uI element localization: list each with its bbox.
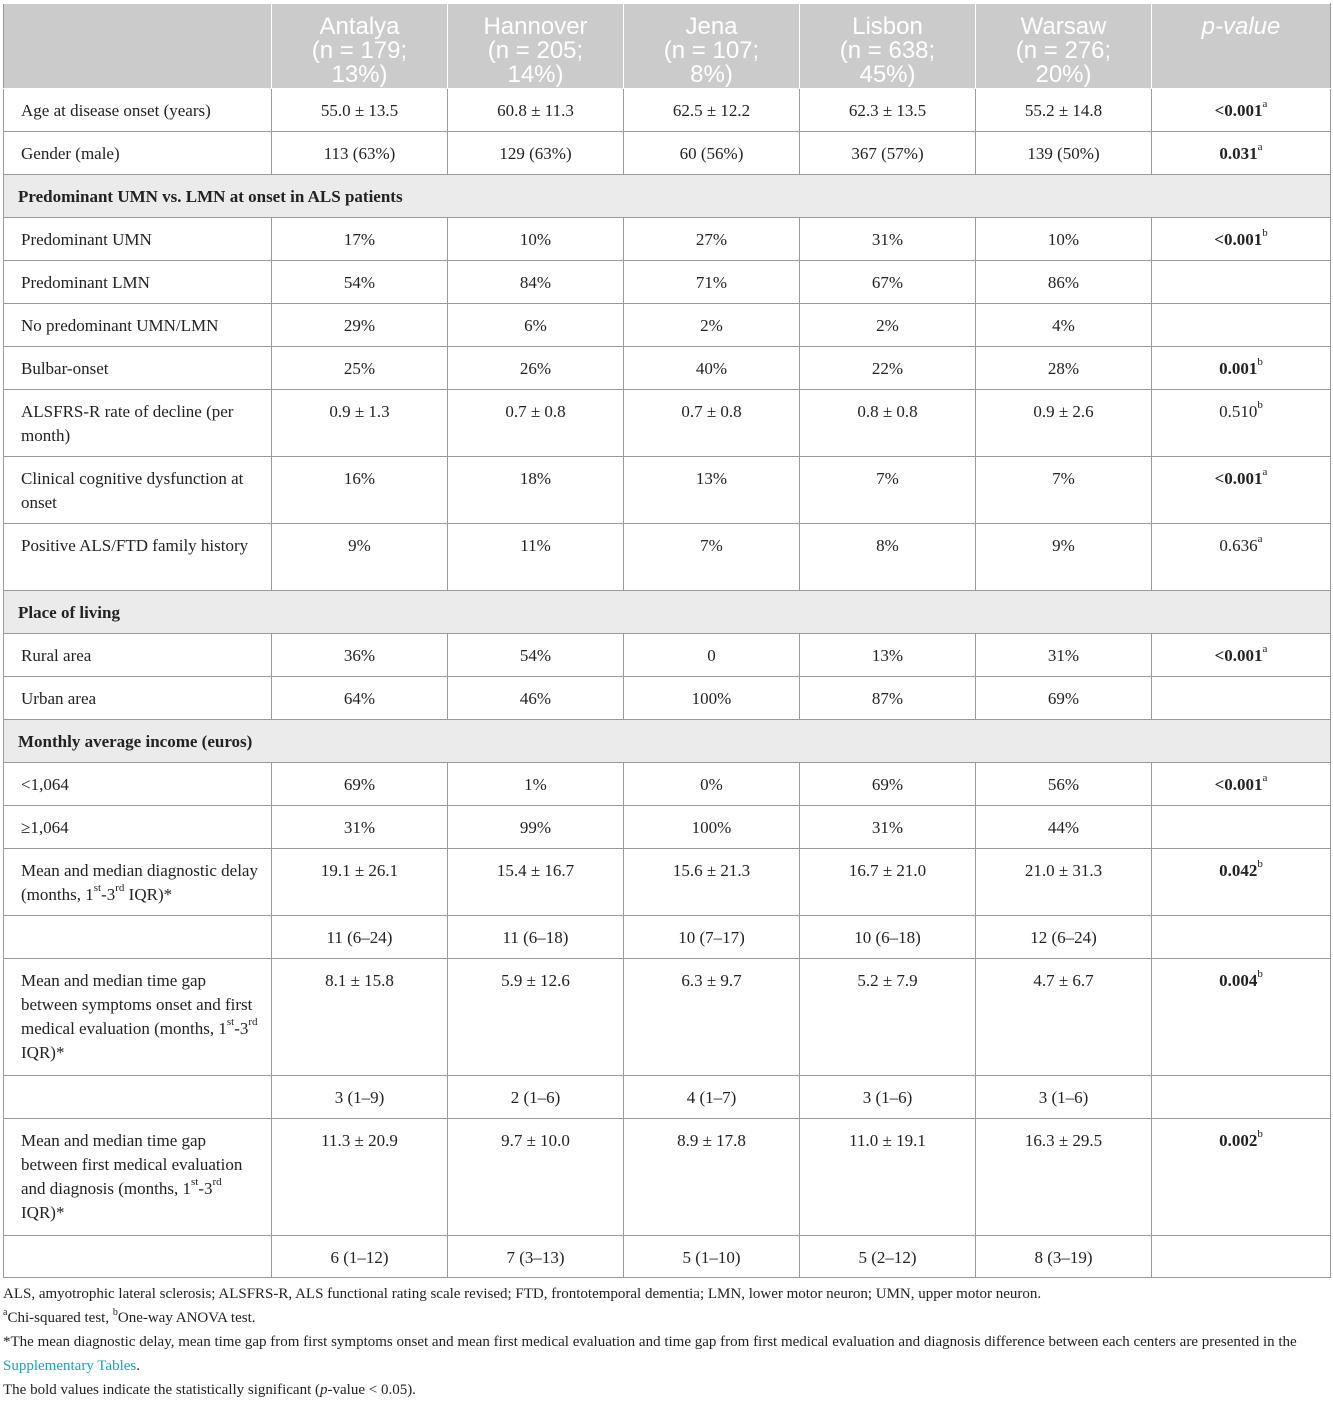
footnote-abbreviations: ALS, amyotrophic lateral sclerosis; ALSFRS-R, ALS functional rating scale revised; FTD, frontotemporal dementia; LMN, lower motor neuron; UMN, upper motor neuron. xyxy=(3,1286,1042,1302)
cell-value: 56% xyxy=(976,763,1152,806)
p-value-cell: <0.001$^a$ xyxy=(1152,89,1331,132)
footnote-asterisk: *The mean diagnostic delay, mean time gap from first symptoms onset and mean first medical evaluation and time gap from first medical evaluation and diagnosis difference between each centers are presented in the Supplementary Tables. xyxy=(3,1334,1297,1374)
p-value-header: p-value xyxy=(1152,4,1331,89)
cell-value: 11.3 ± 20.9 xyxy=(272,1119,448,1236)
row-label: Urban area xyxy=(4,677,272,720)
cell-value: 3 (1–9) xyxy=(272,1076,448,1119)
cell-value: 13% xyxy=(624,457,800,524)
p-value-cell: <0.001$^a$ xyxy=(1152,457,1331,524)
cell-value: 62.3 ± 13.5 xyxy=(800,89,976,132)
cell-value: 11% xyxy=(448,524,624,591)
cell-value: 5.9 ± 12.6 xyxy=(448,959,624,1076)
section-label: Place of living xyxy=(4,591,1331,634)
p-value-cell xyxy=(1152,304,1331,347)
cell-value: 0.9 ± 2.6 xyxy=(976,390,1152,457)
table-row xyxy=(4,390,1331,457)
table-footnotes xyxy=(3,1282,1330,1402)
p-value-cell: <0.001$^a$ xyxy=(1152,763,1331,806)
row-label: Predominant UMN xyxy=(4,218,272,261)
center-n: (n = 179; xyxy=(311,37,408,64)
table-row xyxy=(4,261,1331,304)
table-row xyxy=(4,763,1331,806)
cell-value: 8.1 ± 15.8 xyxy=(272,959,448,1076)
cell-value: 7 (3–13) xyxy=(448,1236,624,1278)
center-pct: 8%) xyxy=(690,61,733,88)
p-value-cell xyxy=(1152,677,1331,720)
cell-value: 0.7 ± 0.8 xyxy=(624,390,800,457)
table-container xyxy=(3,3,1330,1402)
row-label xyxy=(4,1236,272,1278)
table-row xyxy=(4,347,1331,390)
cell-value: 16% xyxy=(272,457,448,524)
cell-value: 99% xyxy=(448,806,624,849)
p-value-cell xyxy=(1152,916,1331,959)
cell-value: 4% xyxy=(976,304,1152,347)
cell-value: 139 (50%) xyxy=(976,132,1152,175)
cell-value: 54% xyxy=(272,261,448,304)
cell-value: 8% xyxy=(800,524,976,591)
cell-value: 25% xyxy=(272,347,448,390)
cell-value: 40% xyxy=(624,347,800,390)
cell-value: 6% xyxy=(448,304,624,347)
p-value-cell xyxy=(1152,1076,1331,1119)
row-label: Clinical cognitive dysfunction at onset xyxy=(4,457,272,524)
p-value-cell: 0.031$^a$ xyxy=(1152,132,1331,175)
table-row xyxy=(4,849,1331,916)
row-label: No predominant UMN/LMN xyxy=(4,304,272,347)
cell-value: 4 (1–7) xyxy=(624,1076,800,1119)
cell-value: 64% xyxy=(272,677,448,720)
row-label: Predominant LMN xyxy=(4,261,272,304)
row-label: Age at disease onset (years) xyxy=(4,89,272,132)
cell-value: 10% xyxy=(976,218,1152,261)
cell-value: 46% xyxy=(448,677,624,720)
cell-value: 60.8 ± 11.3 xyxy=(448,89,624,132)
row-label xyxy=(4,916,272,959)
cell-value: 26% xyxy=(448,347,624,390)
center-pct: 14%) xyxy=(507,61,564,88)
table-body xyxy=(4,89,1331,1278)
cell-value: 69% xyxy=(976,677,1152,720)
cell-value: 84% xyxy=(448,261,624,304)
cell-value: 36% xyxy=(272,634,448,677)
table-row xyxy=(4,524,1331,591)
cell-value: 54% xyxy=(448,634,624,677)
p-value-cell: <0.001$^a$ xyxy=(1152,634,1331,677)
cell-value: 10 (6–18) xyxy=(800,916,976,959)
cell-value: 7% xyxy=(624,524,800,591)
cell-value: 0.9 ± 1.3 xyxy=(272,390,448,457)
cell-value: 100% xyxy=(624,677,800,720)
cell-value: 15.4 ± 16.7 xyxy=(448,849,624,916)
row-label: Mean and median time gap between symptoms onset and first medical evaluation (months, 1st-3rd IQR)* xyxy=(4,959,272,1076)
center-n: (n = 205; xyxy=(487,37,584,64)
cell-value: 15.6 ± 21.3 xyxy=(624,849,800,916)
center-name: Antalya xyxy=(319,13,400,40)
cell-value: 5 (1–10) xyxy=(624,1236,800,1278)
cell-value: 0.7 ± 0.8 xyxy=(448,390,624,457)
cell-value: 8.9 ± 17.8 xyxy=(624,1119,800,1236)
data-table xyxy=(3,3,1331,1278)
center-name: Warsaw xyxy=(1020,13,1107,40)
cell-value: 113 (63%) xyxy=(272,132,448,175)
cell-value: 21.0 ± 31.3 xyxy=(976,849,1152,916)
p-value-cell: 0.042$^b$ xyxy=(1152,849,1331,916)
row-label: Gender (male) xyxy=(4,132,272,175)
p-value-cell xyxy=(1152,261,1331,304)
p-value-cell xyxy=(1152,806,1331,849)
column-header xyxy=(976,4,1152,89)
cell-value: 0 xyxy=(624,634,800,677)
supplementary-tables-link[interactable]: Supplementary Tables xyxy=(3,1358,137,1374)
cell-value: 18% xyxy=(448,457,624,524)
cell-value: 2 (1–6) xyxy=(448,1076,624,1119)
row-label: ALSFRS-R rate of decline (per month) xyxy=(4,390,272,457)
cell-value: 60 (56%) xyxy=(624,132,800,175)
center-n: (n = 276; xyxy=(1015,37,1112,64)
cell-value: 55.0 ± 13.5 xyxy=(272,89,448,132)
cell-value: 100% xyxy=(624,806,800,849)
footnote-tests: $^a$Chi-squared test, $^b$One-way ANOVA test. xyxy=(3,1307,256,1326)
p-value-cell: 0.636$^a$ xyxy=(1152,524,1331,591)
cell-value: 86% xyxy=(976,261,1152,304)
center-pct: 13%) xyxy=(331,61,388,88)
cell-value: 0% xyxy=(624,763,800,806)
cell-value: 22% xyxy=(800,347,976,390)
cell-value: 9% xyxy=(976,524,1152,591)
center-name: Lisbon xyxy=(852,13,923,40)
cell-value: 11.0 ± 19.1 xyxy=(800,1119,976,1236)
section-label: Monthly average income (euros) xyxy=(4,720,1331,763)
cell-value: 31% xyxy=(272,806,448,849)
cell-value: 6 (1–12) xyxy=(272,1236,448,1278)
row-label: Rural area xyxy=(4,634,272,677)
p-value-cell: <0.001$^b$ xyxy=(1152,218,1331,261)
cell-value: 71% xyxy=(624,261,800,304)
table-row xyxy=(4,132,1331,175)
table-row xyxy=(4,1119,1331,1236)
cell-value: 55.2 ± 14.8 xyxy=(976,89,1152,132)
cell-value: 0.8 ± 0.8 xyxy=(800,390,976,457)
cell-value: 62.5 ± 12.2 xyxy=(624,89,800,132)
table-row xyxy=(4,1076,1331,1119)
cell-value: 129 (63%) xyxy=(448,132,624,175)
table-row xyxy=(4,1236,1331,1278)
table-row xyxy=(4,634,1331,677)
column-header xyxy=(800,4,976,89)
cell-value: 67% xyxy=(800,261,976,304)
cell-value: 28% xyxy=(976,347,1152,390)
cell-value: 31% xyxy=(800,806,976,849)
cell-value: 4.7 ± 6.7 xyxy=(976,959,1152,1076)
table-row xyxy=(4,457,1331,524)
table-row xyxy=(4,89,1331,132)
p-value-cell: 0.510$^b$ xyxy=(1152,390,1331,457)
cell-value: 11 (6–18) xyxy=(448,916,624,959)
cell-value: 10% xyxy=(448,218,624,261)
footnote-bold: The bold values indicate the statistically significant (p-value < 0.05). xyxy=(3,1382,416,1398)
cell-value: 5.2 ± 7.9 xyxy=(800,959,976,1076)
header-blank xyxy=(4,4,272,89)
cell-value: 367 (57%) xyxy=(800,132,976,175)
section-row xyxy=(4,720,1331,763)
cell-value: 3 (1–6) xyxy=(976,1076,1152,1119)
section-label: Predominant UMN vs. LMN at onset in ALS patients xyxy=(4,175,1331,218)
p-value-cell: 0.004$^b$ xyxy=(1152,959,1331,1076)
cell-value: 31% xyxy=(800,218,976,261)
cell-value: 12 (6–24) xyxy=(976,916,1152,959)
cell-value: 7% xyxy=(976,457,1152,524)
cell-value: 7% xyxy=(800,457,976,524)
column-header xyxy=(272,4,448,89)
cell-value: 16.7 ± 21.0 xyxy=(800,849,976,916)
row-label: Bulbar-onset xyxy=(4,347,272,390)
row-label: <1,064 xyxy=(4,763,272,806)
p-value-cell: 0.002$^b$ xyxy=(1152,1119,1331,1236)
cell-value: 87% xyxy=(800,677,976,720)
cell-value: 3 (1–6) xyxy=(800,1076,976,1119)
center-pct: 45%) xyxy=(859,61,916,88)
cell-value: 11 (6–24) xyxy=(272,916,448,959)
section-row xyxy=(4,591,1331,634)
cell-value: 10 (7–17) xyxy=(624,916,800,959)
table-row xyxy=(4,304,1331,347)
p-value-cell: 0.001$^b$ xyxy=(1152,347,1331,390)
cell-value: 31% xyxy=(976,634,1152,677)
cell-value: 9.7 ± 10.0 xyxy=(448,1119,624,1236)
table-row xyxy=(4,959,1331,1076)
cell-value: 1% xyxy=(448,763,624,806)
center-n: (n = 107; xyxy=(663,37,760,64)
column-header xyxy=(448,4,624,89)
row-label xyxy=(4,1076,272,1119)
cell-value: 2% xyxy=(800,304,976,347)
center-name: Hannover xyxy=(483,13,588,40)
cell-value: 44% xyxy=(976,806,1152,849)
table-header xyxy=(4,4,1331,89)
cell-value: 6.3 ± 9.7 xyxy=(624,959,800,1076)
row-label: ≥1,064 xyxy=(4,806,272,849)
center-pct: 20%) xyxy=(1035,61,1092,88)
cell-value: 13% xyxy=(800,634,976,677)
row-label: Mean and median time gap between first medical evaluation and diagnosis (months, 1st-3rd IQR)* xyxy=(4,1119,272,1236)
center-name: Jena xyxy=(685,13,738,40)
column-header xyxy=(624,4,800,89)
cell-value: 19.1 ± 26.1 xyxy=(272,849,448,916)
table-row xyxy=(4,916,1331,959)
section-row xyxy=(4,175,1331,218)
cell-value: 5 (2–12) xyxy=(800,1236,976,1278)
cell-value: 8 (3–19) xyxy=(976,1236,1152,1278)
cell-value: 16.3 ± 29.5 xyxy=(976,1119,1152,1236)
row-label: Positive ALS/FTD family history xyxy=(4,524,272,591)
table-row xyxy=(4,218,1331,261)
cell-value: 69% xyxy=(272,763,448,806)
cell-value: 29% xyxy=(272,304,448,347)
cell-value: 27% xyxy=(624,218,800,261)
cell-value: 17% xyxy=(272,218,448,261)
cell-value: 69% xyxy=(800,763,976,806)
p-value-cell xyxy=(1152,1236,1331,1278)
cell-value: 2% xyxy=(624,304,800,347)
table-row xyxy=(4,677,1331,720)
table-row xyxy=(4,806,1331,849)
center-n: (n = 638; xyxy=(839,37,936,64)
row-label: Mean and median diagnostic delay (months, 1st-3rd IQR)* xyxy=(4,849,272,916)
cell-value: 9% xyxy=(272,524,448,591)
